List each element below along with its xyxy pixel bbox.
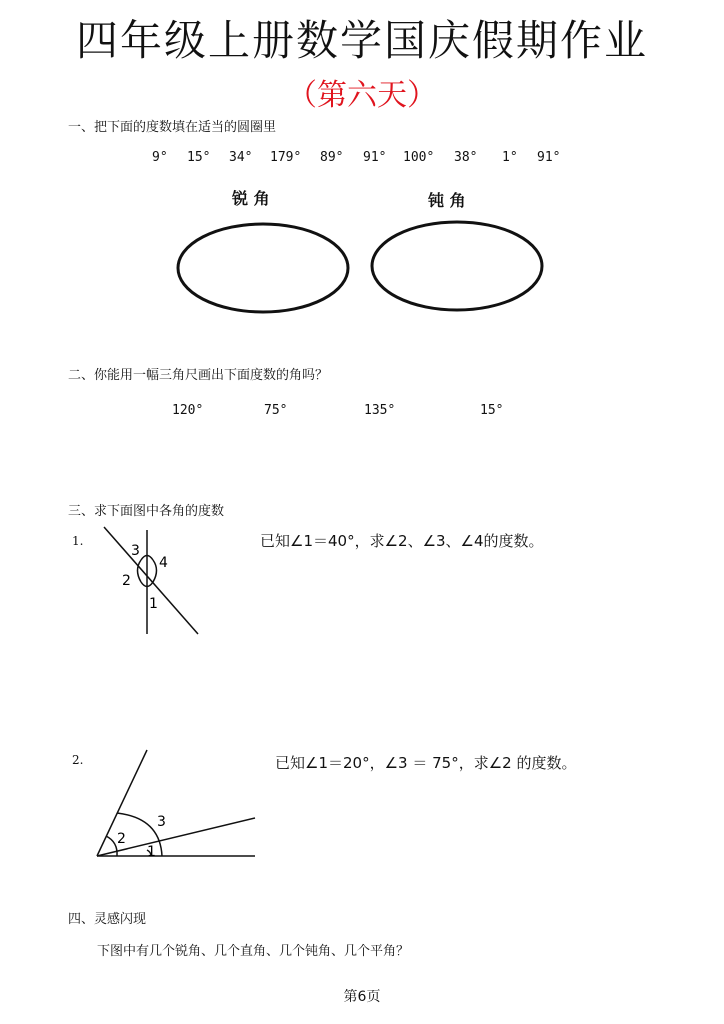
- degree-item: 34°: [229, 150, 253, 165]
- section4-question: 下图中有几个锐角、几个直角、几个钝角、几个平角？: [97, 944, 410, 959]
- problem1-number: 1.: [72, 534, 84, 548]
- degree-item: 179°: [270, 150, 302, 165]
- problem2-text: 已知∠1＝20°，∠3 ＝ 75°，求∠2 的度数。: [275, 754, 577, 772]
- angle-label-1: 1: [149, 596, 158, 612]
- problem1-text: 已知∠1＝40°，求∠2、∠3、∠4的度数。: [260, 532, 544, 550]
- acute-angle-circle[interactable]: [178, 224, 348, 312]
- section3-heading: 三、求下面图中各角的度数: [68, 504, 225, 519]
- degree-item: 75°: [264, 403, 288, 418]
- problem1-figure: [104, 527, 198, 634]
- angle-label-2: 2: [122, 573, 131, 589]
- obtuse-angle-label: 钝 角: [428, 191, 466, 210]
- acute-angle-label: 锐 角: [232, 189, 270, 208]
- angle-label-1: 1: [147, 844, 156, 860]
- page-number: 第6页: [343, 989, 381, 1005]
- angle-label-3: 3: [157, 814, 166, 830]
- degree-item: 120°: [172, 403, 204, 418]
- degree-item: 91°: [363, 150, 387, 165]
- section1-heading: 一、把下面的度数填在适当的圆圈里: [68, 120, 277, 135]
- degree-item: 135°: [364, 403, 396, 418]
- degree-item: 15°: [480, 403, 504, 418]
- page-title: 四年级上册数学国庆假期作业: [75, 16, 648, 65]
- obtuse-angle-circle[interactable]: [372, 222, 542, 310]
- degree-item: 100°: [403, 150, 435, 165]
- degree-item: 38°: [454, 150, 478, 165]
- degree-item: 89°: [320, 150, 344, 165]
- section4-heading: 四、灵感闪现: [68, 912, 147, 927]
- degree-item: 91°: [537, 150, 561, 165]
- problem2-number: 2.: [72, 753, 84, 767]
- angle-label-3: 3: [131, 543, 140, 559]
- angle-label-4: 4: [159, 555, 168, 571]
- page-subtitle: （第六天）: [287, 78, 437, 113]
- degree-item: 9°: [152, 150, 168, 165]
- degree-item: 1°: [502, 150, 518, 165]
- degree-item: 15°: [187, 150, 211, 165]
- angle-label-2: 2: [117, 831, 126, 847]
- section2-heading: 二、你能用一幅三角尺画出下面度数的角吗？: [68, 368, 329, 383]
